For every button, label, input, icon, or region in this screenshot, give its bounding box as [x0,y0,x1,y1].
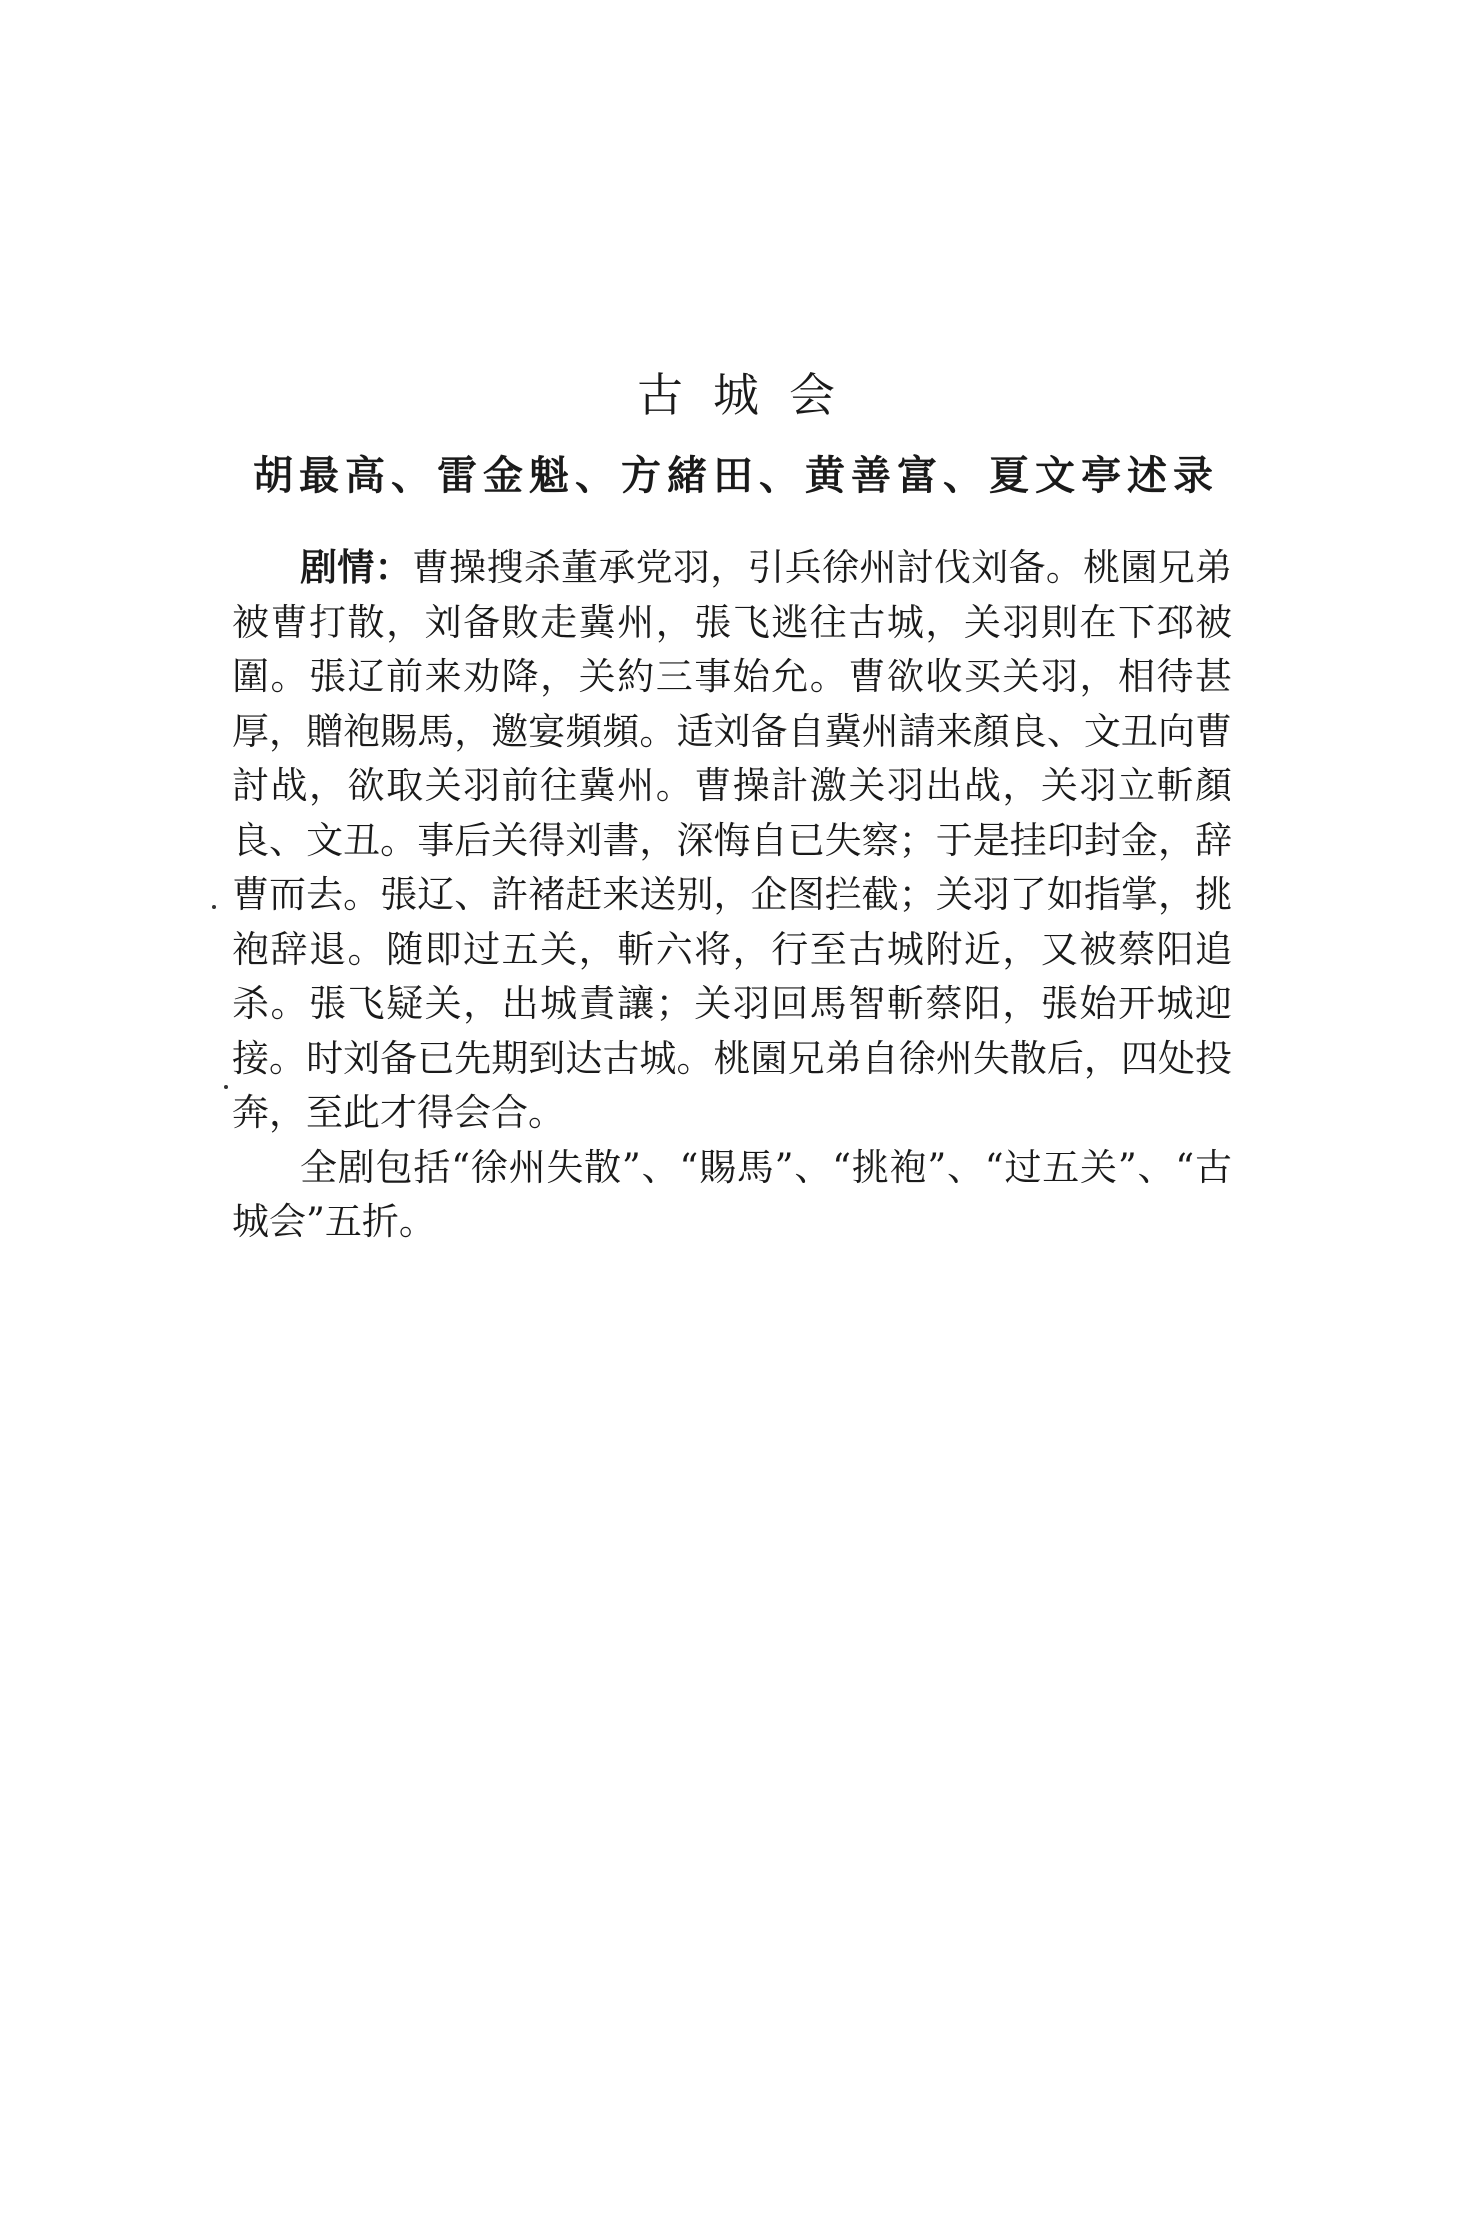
authors-line: 胡最高、雷金魁、方緒田、黄善富、夏文亭述录 [253,452,1219,499]
print-speck [224,1085,228,1089]
synopsis-label: 剧情： [300,545,412,589]
play-title: 古城会 [637,368,865,422]
summary-paragraph: 全剧包括“徐州失散”、“賜馬”、“挑袍”、“过五关”、“古城会”五折。 [232,1145,1232,1243]
synopsis-paragraph [232,540,1232,1141]
body-text [232,540,1232,1250]
synopsis-text: 曹操搜杀董承党羽，引兵徐州討伐刘备。桃園兄弟被曹打散，刘备敗走冀州，張飞逃往古城，关羽則在下邳被圍。張辽前来劝降，关約三事始允。曹欲收买关羽，相待甚厚，贈袍賜馬，邀宴頻頻。适刘备自冀州請来顏良、文丑向曹討战，欲取关羽前往冀州。曹操計激关羽出战，关羽立斬顏良、文丑。事后关得刘書，深悔自已失察；于是挂印封金，辞曹而去。張辽、許褚赶来送别，企图拦截；关羽了如指掌，挑袍辞退。随即过五关，斬六将，行至古城附近，又被蔡阳追杀。張飞疑关，出城責讓；关羽回馬智斬蔡阳，張始开城迎接。时刘备已先期到达古城。桃園兄弟自徐州失散后，四处投奔，至此才得会合。 [232,546,1232,1134]
print-speck [212,905,216,909]
